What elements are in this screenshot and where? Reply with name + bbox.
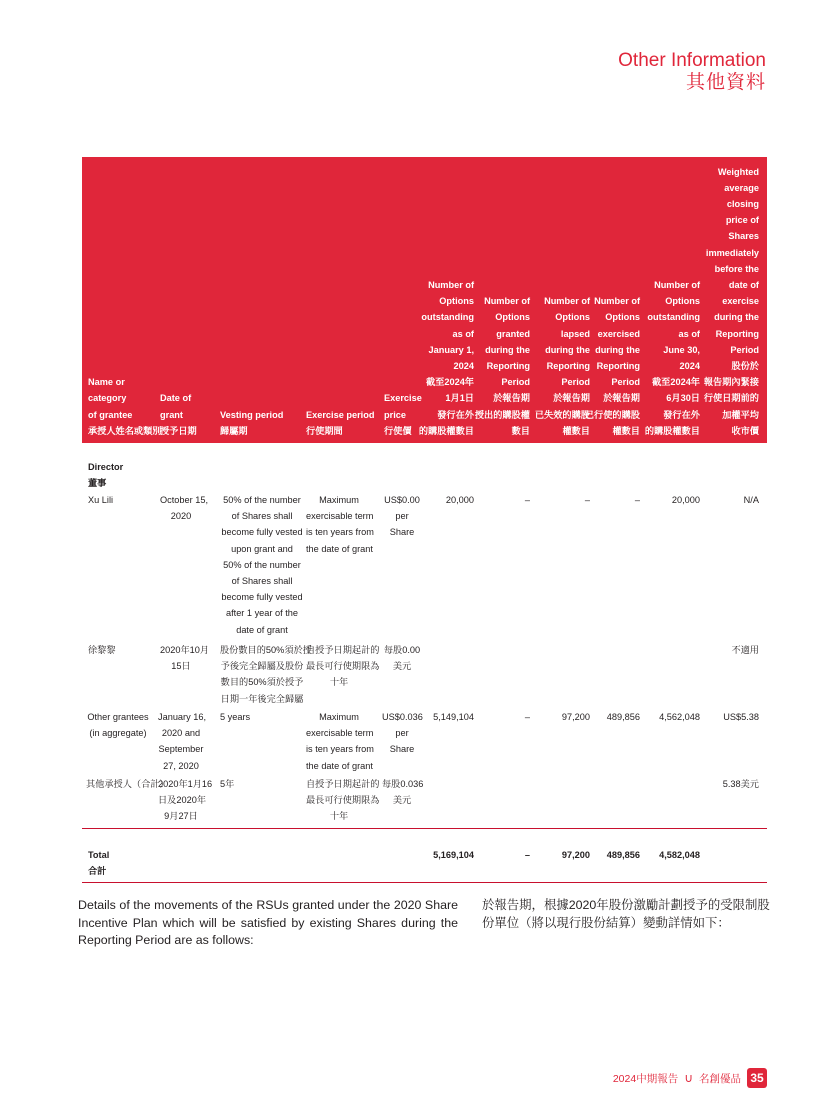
table-body xyxy=(82,443,767,883)
other-outstanding-jun: 4,562,048 xyxy=(659,712,700,722)
section-title-zh: 其他資料 xyxy=(685,72,766,93)
footer-brand-name: 名創優品 xyxy=(699,1072,741,1085)
col-header-vesting: Vesting period 歸屬期 xyxy=(220,409,284,436)
xu-vesting: 50% of the number of Shares shall become fully vested upon grant and 50% of the number of Shares shall become fully vested after 1 year of the date of grant xyxy=(221,495,303,635)
footer-report-title: 2024中期報告 xyxy=(612,1072,679,1085)
col-header-exercised: Number of Options exercised during the Reporting Period 於報告期 已行使的購股 權數目 xyxy=(584,296,640,436)
xu-exercise-price: US$0.00 per Share xyxy=(384,495,420,538)
xu-exercise-price-zh: 每股0.00 美元 xyxy=(383,645,421,672)
xu-exercise-period: Maximum exercisable term is ten years from the date of grant xyxy=(306,495,374,554)
other-grant-date-zh: 2020年1月16 日及2020年 9月27日 xyxy=(158,779,213,822)
page-footer xyxy=(613,1068,767,1088)
other-grantee: Other grantees (in aggregate) xyxy=(87,712,149,739)
total-outstanding-jun: 4,582,048 xyxy=(659,850,700,860)
table-header xyxy=(82,157,767,443)
col-header-exercise-period: Exercise period 行使期間 xyxy=(306,409,375,436)
xu-outstanding-jan: 20,000 xyxy=(445,495,474,505)
other-lapsed: 97,200 xyxy=(561,712,590,722)
xu-vesting-zh: 股份數目的50%須於授 予後完全歸屬及股份 數目的50%須於授予 日期一年後完全歸屬 xyxy=(220,645,312,704)
section-director: Director 董事 xyxy=(88,462,124,489)
xu-grantee: Xu Lili xyxy=(88,495,114,505)
other-exercise-period: Maximum exercisable term is ten years from the date of grant xyxy=(306,712,374,771)
other-exercise-price-zh: 每股0.036 美元 xyxy=(382,779,424,806)
xu-grantee-zh: 徐黎黎 xyxy=(88,645,116,655)
other-grantee-zh: 其他承授人（合計） xyxy=(86,779,169,789)
xu-lapsed: – xyxy=(584,495,590,505)
other-exercise-price: US$0.036 per Share xyxy=(382,712,423,755)
col-header-outstanding-jan: Number of Options outstanding as of January 1, 2024 截至2024年 1月1日 發行在外 的購股權數目 xyxy=(418,279,474,436)
total-outstanding-jan: 5,169,104 xyxy=(433,850,474,860)
other-granted: – xyxy=(524,712,530,722)
xu-exercise-period-zh: 自授予日期起計的 最長可行使期限為 十年 xyxy=(306,645,380,688)
xu-grant-date-zh: 2020年10月 15日 xyxy=(160,645,210,672)
page-number: 35 xyxy=(747,1068,767,1088)
xu-grant-date: October 15, 2020 xyxy=(160,495,209,522)
total-top-rule xyxy=(82,828,767,829)
total-lapsed: 97,200 xyxy=(561,850,590,860)
total-label: Total 合計 xyxy=(88,850,110,877)
section-title-en: Other Information xyxy=(618,50,766,71)
col-header-outstanding-jun: Number of Options outstanding as of June 30, 2024 截至2024年 6月30日 發行在外 的購股權數目 xyxy=(644,279,700,436)
xu-granted: – xyxy=(524,495,530,505)
total-exercised: 489,856 xyxy=(606,850,640,860)
col-header-granted: Number of Options granted during the Reporting Period 於報告期 授出的購股權 數目 xyxy=(474,296,530,436)
xu-exercised: – xyxy=(634,495,640,505)
paragraph-en: Details of the movements of the RSUs granted under the 2020 Share Incentive Plan which will be satisfied by existing Shares during the Reporting Period are as follows: xyxy=(78,898,458,947)
paragraph-zh: 於報告期，根據2020年股份激勵計劃授予的受限制股份單位（將以現行股份結算）變動詳情如下： xyxy=(482,898,770,930)
total-bottom-rule xyxy=(82,882,767,883)
total-granted: – xyxy=(524,850,530,860)
col-header-lapsed: Number of Options lapsed during the Reporting Period 於報告期 已失效的購股 權數目 xyxy=(534,296,590,436)
xu-outstanding-jun: 20,000 xyxy=(671,495,700,505)
other-vesting-zh: 5年 xyxy=(220,779,235,789)
other-weighted-price-zh: 5.38美元 xyxy=(722,779,759,789)
col-header-exercise-price: Exercise price 行使價 xyxy=(384,393,422,436)
other-weighted-price: US$5.38 xyxy=(723,712,759,722)
other-outstanding-jan: 5,149,104 xyxy=(433,712,474,722)
other-grant-date: January 16, 2020 and September 27, 2020 xyxy=(158,712,207,771)
col-header-grantee: Name or category of grantee 承授人姓名或類別 xyxy=(88,377,162,436)
col-header-grant-date: Date of grant 授予日期 xyxy=(160,393,197,436)
other-exercised: 489,856 xyxy=(606,712,640,722)
other-vesting: 5 years xyxy=(220,712,251,722)
brand-logo-icon: ∪ xyxy=(684,1071,693,1085)
other-exercise-period-zh: 自授予日期起計的 最長可行使期限為 十年 xyxy=(306,779,380,822)
xu-weighted-price: N/A xyxy=(743,495,759,505)
section-header xyxy=(618,50,766,94)
xu-weighted-price-zh: 不適用 xyxy=(731,645,759,655)
col-header-weighted-price: Weighted average closing price of Shares immediately before the date of exercise during the Reporting Period 股份於 報告期內緊接 行使日期前的 加權平均 收市價 xyxy=(703,166,759,436)
